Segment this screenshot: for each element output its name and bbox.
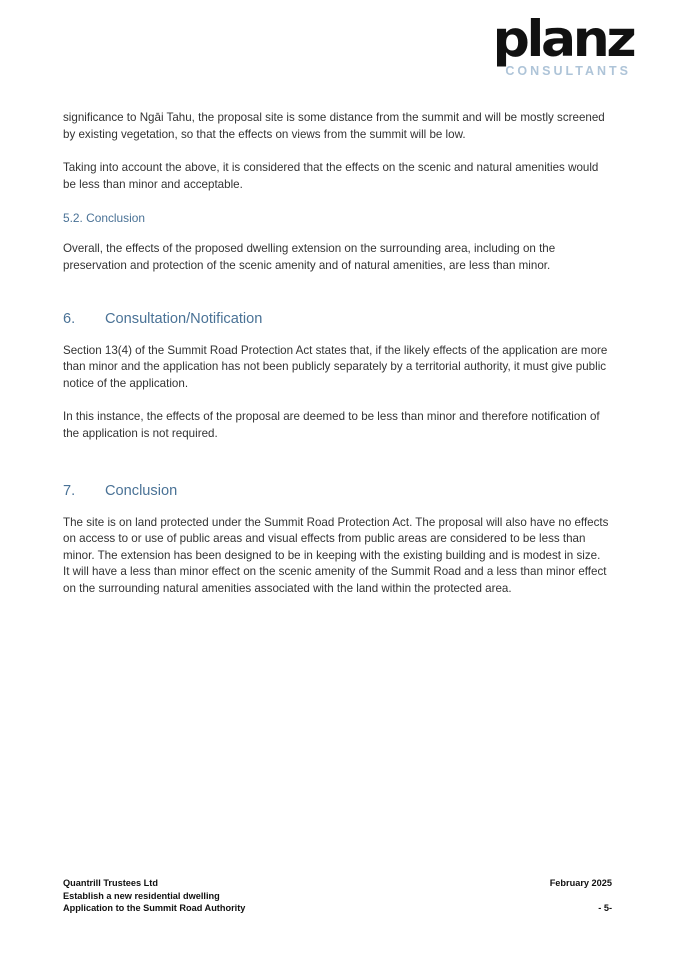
footer-client-name: Quantrill Trustees Ltd xyxy=(63,878,158,889)
footer-date: February 2025 xyxy=(549,878,612,889)
paragraph-taking-into-account: Taking into account the above, it is considered that the effects on the scenic and natural amenities would be less than minor and acceptable. xyxy=(63,161,599,191)
footer-application-authority: Application to the Summit Road Authority xyxy=(63,903,246,914)
planz-consultants-logo xyxy=(492,10,633,78)
footer-left-block xyxy=(63,877,245,915)
paragraph-in-this-instance: In this instance, the effects of the proposal are deemed to be less than minor and therefore notification of the application is not required. xyxy=(63,410,600,440)
paragraph-site-protected-land: The site is on land protected under the Summit Road Protection Act. The proposal will also have no effects on access to or use of public areas and visual effects from public areas are considered to be less than minor. The extension has been designed to be in keeping with the existing building and is modest in size. It will have a less than minor effect on the scenic amenity of the Summit Road and a less than minor effect on the surrounding natural amenities associated with the land within the protected area. xyxy=(63,515,609,595)
section-spacer xyxy=(63,460,609,470)
heading-7-number: 7. xyxy=(63,482,76,499)
page-footer xyxy=(63,877,612,915)
paragraph-section-13-4: Section 13(4) of the Summit Road Protection Act states that, if the likely effects of the application are more than minor and the application has not been publicly separately by a territorial authority, it must give public notice of the application. xyxy=(63,343,608,390)
paragraph-significance: significance to Ngāi Tahu, the proposal site is some distance from the summit and will be mostly screened by existing vegetation, so that the effects on views from the summit will be low. xyxy=(63,111,605,141)
heading-6-title: Consultation/Notification xyxy=(105,310,263,327)
page-header xyxy=(0,0,675,100)
heading-7-conclusion xyxy=(63,481,609,501)
footer-page-number: - 5- xyxy=(598,903,612,914)
heading-5-2-conclusion: 5.2. Conclusion xyxy=(63,211,145,226)
paragraph-overall-effects: Overall, the effects of the proposed dwelling extension on the surrounding area, including on the preservation and protection of the scenic amenity and of natural amenities, are less than minor. xyxy=(63,242,556,272)
document-body xyxy=(63,110,609,615)
heading-6-number: 6. xyxy=(63,310,76,327)
section-spacer xyxy=(63,292,609,298)
logo-wordmark: planz xyxy=(492,10,633,68)
heading-6-consultation-notification xyxy=(63,309,609,329)
footer-proposal-description: Establish a new residential dwelling xyxy=(63,890,220,901)
heading-7-title: Conclusion xyxy=(105,482,178,499)
logo-subtitle: CONSULTANTS xyxy=(505,64,631,78)
footer-right-block xyxy=(550,877,612,915)
